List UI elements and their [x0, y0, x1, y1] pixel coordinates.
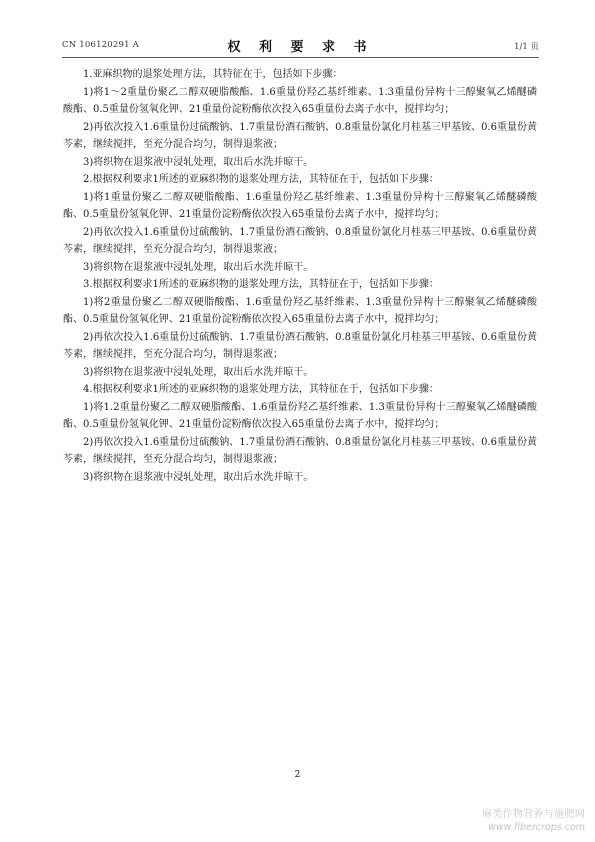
claim-3-heading: 3.根据权利要求1所述的亚麻织物的退浆处理方法，其特征在于，包括如下步骤： [83, 279, 439, 290]
page-indicator: 1/1 页 [514, 42, 539, 52]
claim-1-step-1: 1)将1～2重量份聚乙二醇双硬脂酸酯、1.6重量份羟乙基纤维素、1.3重量份异构十三醇聚氧乙烯醚磷酸酯、0.5重量份氢氧化钾、21重量份淀粉酶依次投入65重量份去离子水中，搅拌均匀； [63, 86, 537, 115]
claim-4-step-3: 3)将织物在退浆液中浸轧处理，取出后水洗并晾干。 [83, 471, 314, 483]
claim-3-step-1: 1)将2重量份聚乙二醇双硬脂酸酯、1.6重量份羟乙基纤维素、1.3重量份异构十三醇聚氧乙烯醚磷酸酯、0.5重量份氢氧化钾、21重量份淀粉酶依次投入65重量份去离子水中，搅拌均匀； [63, 296, 537, 325]
claim-3-step-3: 3)将织物在退浆液中浸轧处理，取出后水洗并晾干。 [83, 366, 314, 378]
document-title: 权 利 要 求 书 [227, 40, 374, 55]
claim-4-step-2: 2)再依次投入1.6重量份过硫酸钠、1.7重量份酒石酸钠、0.8重量份氯化月桂基三甲基铵、0.6重量份黄芩素，继续搅拌，至充分混合均匀，制得退浆液； [63, 436, 537, 465]
claim-2-step-2: 2)再依次投入1.6重量份过硫酸钠、1.7重量份酒石酸钠、0.8重量份氯化月桂基三甲基铵、0.6重量份黄芩素，继续搅拌，至充分混合均匀，制得退浆液； [63, 226, 537, 255]
watermark-site-name: 麻类作物营养与施肥网 [482, 809, 585, 820]
claim-1-step-3: 3)将织物在退浆液中浸轧处理，取出后水洗并晾干。 [83, 156, 314, 168]
claim-3-step-2: 2)再依次投入1.6重量份过硫酸钠、1.7重量份酒石酸钠、0.8重量份氯化月桂基三甲基铵、0.6重量份黄芩素，继续搅拌，至充分混合均匀，制得退浆液； [63, 331, 537, 360]
claim-2-step-1: 1)将1重量份聚乙二醇双硬脂酸酯、1.6重量份羟乙基纤维素、1.3重量份异构十三醇聚氧乙烯醚磷酸酯、0.5重量份氢氧化钾、21重量份淀粉酶依次投入65重量份去离子水中，搅拌均匀； [63, 191, 537, 220]
claim-4-heading: 4.根据权利要求1所述的亚麻织物的退浆处理方法，其特征在于，包括如下步骤： [83, 384, 439, 395]
document-header [62, 36, 539, 54]
watermark-url: www.fibercrops.com [488, 822, 585, 833]
publication-number: CN 106120291 A [62, 40, 139, 50]
watermark [482, 808, 585, 834]
claim-1-heading: 1.亚麻织物的退浆处理方法，其特征在于，包括如下步骤： [83, 69, 343, 80]
page-number: 2 [294, 770, 301, 780]
claim-4-step-1: 1)将1.2重量份聚乙二醇双硬脂酸酯、1.6重量份羟乙基纤维素、1.3重量份异构十三醇聚氧乙烯醚磷酸酯、0.5重量份氢氧化钾、21重量份淀粉酶依次投入65重量份去离子水中，搅拌均匀； [63, 401, 537, 430]
claim-2-step-3: 3)将织物在退浆液中浸轧处理，取出后水洗并晾干。 [83, 261, 314, 273]
claims-body [63, 66, 537, 486]
claim-1-step-2: 2)再依次投入1.6重量份过硫酸钠、1.7重量份酒石酸钠、0.8重量份氯化月桂基三甲基铵、0.6重量份黄芩素，继续搅拌，至充分混合均匀，制得退浆液； [63, 121, 537, 150]
claim-2-heading: 2.根据权利要求1所述的亚麻织物的退浆处理方法，其特征在于，包括如下步骤： [83, 174, 439, 185]
header-divider [62, 57, 539, 58]
